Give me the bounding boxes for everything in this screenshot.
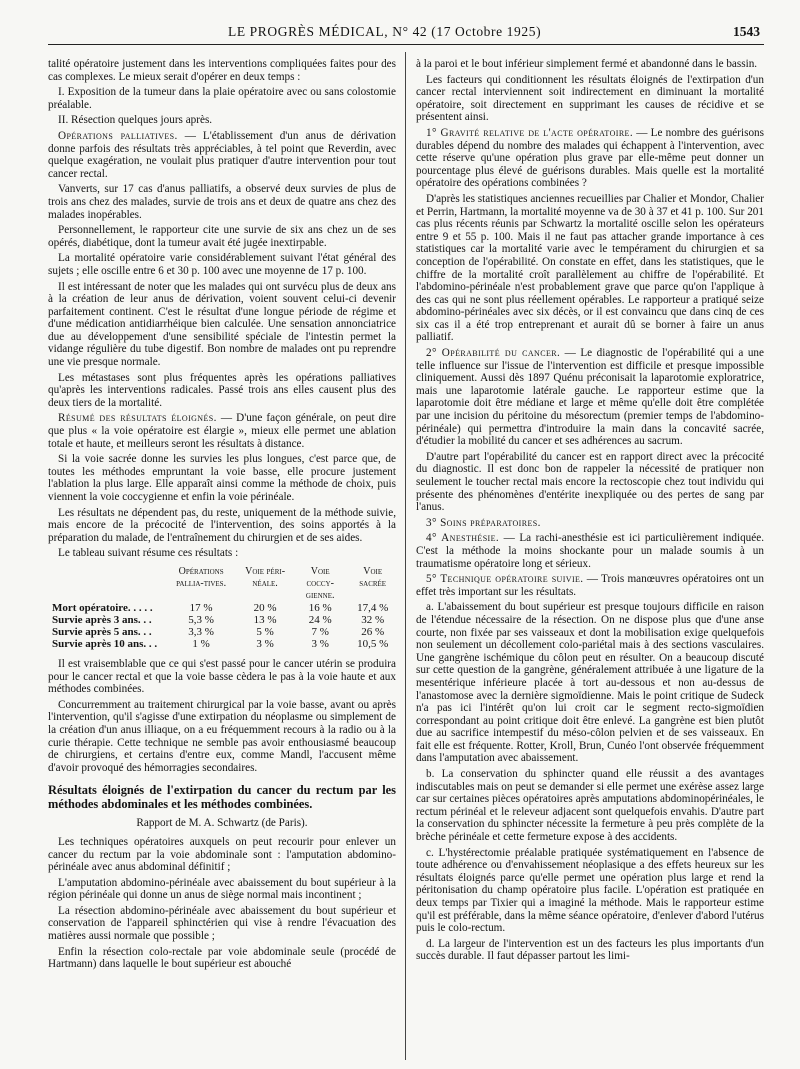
section-text: — D'une façon générale, on peut dire que plus « la voie opératoire est élargie », mieux elle permet une ablation totale et haute, et meilleurs seront les résultats à distance. <box>48 412 396 450</box>
paragraph: D'autre part l'opérabilité du cancer est en rapport direct avec la précocité du diagnostic. Il est donc bon de rappeler la nécessité de pratiquer non seulement le toucher rectal mais encore la rectoscopie chez tout individu qui présente des phénomènes d'entérite inexpliquée ou des pertes de sang par l'anus. <box>416 450 764 514</box>
table-row <box>52 614 396 626</box>
column-header: Voie péri-néale. <box>245 565 286 589</box>
row-label: Survie après 3 ans. . . <box>52 613 152 626</box>
paragraph: d. La largeur de l'intervention est un des facteurs les plus importants d'un succès durable. Il faut dépasser partout les limi- <box>416 937 764 963</box>
table-row <box>52 626 396 638</box>
document-page <box>48 22 764 1062</box>
section-heading: 3° Soins préparatoires. <box>426 516 541 529</box>
paragraph: talité opératoire justement dans les interventions compliquées faites pour des cas complexes. Le mieux serait d'opérer en deux temps : <box>48 58 396 83</box>
paragraph: Personnellement, le rapporteur cite une survie de six ans chez un de ses opérés, diabétique, dont la tumeur avait été jugée inextirpable. <box>48 224 396 249</box>
table-cell: 3 % <box>256 637 274 650</box>
table-cell: 17 % <box>189 601 213 614</box>
row-label: Survie après 10 ans. . . <box>52 637 158 650</box>
table-cell: 5,3 % <box>188 613 214 626</box>
section-heading: 2° Opérabilité du cancer. <box>426 347 561 360</box>
section-paragraph <box>48 130 396 180</box>
paragraph: Les techniques opératoires auxquels on peut recourir pour enlever un cancer du rectum par la voie abdominale sont : l'amputation abdomino-périnéale avec anus abdominal définitif ; <box>48 835 396 874</box>
column-header: Voie sacrée <box>359 565 387 589</box>
table-cell: 3 % <box>311 637 329 650</box>
article-author: Rapport de M. A. Schwartz (de Paris). <box>136 817 308 830</box>
paragraph: Il est vraisemblable que ce qui s'est passé pour le cancer utérin se produira pour le cancer rectal et que la voie basse cèdera le pas à la voie haute et aux méthodes combinées. <box>48 657 396 696</box>
section-heading: Résumé des résultats éloignés. <box>58 412 217 425</box>
section-text: — Le diagnostic de l'opérabilité qui a une telle influence sur l'issue de l'intervention est difficile et presque impossible cliniquement. Aussi dès 1897 Quénu préconisait la laparotomie exploratrice, mais une laparotomie latérale gauche. Le rapporteur estime que la laparotomie doit être médiane et large et même qu'elle doit être complétée par une incision du péritoine du mésorectum (premier temps de l'abdomino-périnéale) qui permettra d'introduire la main dans la concavité sacrée, d'étudier la mobilité du cancer et ses adhérences au sacrum. <box>416 347 764 448</box>
table-row <box>52 602 396 614</box>
section-heading: 5° Technique opératoire suivie. <box>426 573 584 586</box>
right-column <box>416 58 764 966</box>
paragraph: La résection abdomino-périnéale avec abaissement du bout supérieur et conservation de l'appareil sphinctérien qui vise à rendre l'évacuation des matières aussi normale que possible ; <box>48 904 396 943</box>
section-text: — L'établissement d'un anus de dérivation donne parfois des résultats très appréciables, à tel point que Reverdin, avec quelque exagération, ne voulait plus pratiquer d'autre intervention pour tout cancer rectal. <box>48 129 396 180</box>
section-heading: Opérations palliatives. <box>58 129 178 142</box>
paragraph: à la paroi et le bout inférieur simplement fermé et abandonné dans le bassin. <box>416 58 758 70</box>
section-paragraph <box>416 532 764 570</box>
paragraph: Les résultats ne dépendent pas, du reste, uniquement de la méthode suivie, mais encore de la précocité de l'intervention, des soins apportés à la préparation du malade, de l'entraînement du chirurgien et de ses aides. <box>48 506 396 544</box>
table-cell: 1 % <box>192 637 210 650</box>
table-cell: 20 % <box>253 601 277 614</box>
page-number: 1543 <box>733 24 760 39</box>
paragraph: Si la voie sacrée donne les survies les plus longues, c'est parce que, de toutes les méthodes empruntant la voie basse, elle procure justement l'ablation la plus large. Elle apparaît ainsi comme la méthode de choix, puis viennent la voie coccygienne et enfin la voie périnéale. <box>48 453 396 503</box>
paragraph: c. L'hystérectomie préalable pratiquée systématiquement en l'absence de toute adhérence ou d'envahissement néoplasique a des effets heureux sur les résultats éloignés parce qu'elle permet une opération plus large et rend la péritonisation du champ opératoire plus facile. L'opération est pratiquée en deux temps par Tixier qui a imaginé la méthode. Mais le rapporteur estime qu'il est préférable, dans la même séance opératoire, d'enlever d'abord l'utérus puis le colo-rectum. <box>416 846 764 935</box>
section-text: — Trois manœuvres opératoires ont un effet très important sur les résultats. <box>416 573 764 598</box>
section-text: — La rachi-anesthésie est ici particulièrement indiquée. C'est la méthode la moins shockante pour un malade soumis à un traumatisme opératoire long et sérieux. <box>416 532 764 570</box>
results-table <box>52 566 396 650</box>
paragraph: Il est intéressant de noter que les malades qui ont survécu plus de deux ans à la création de leur anus de dérivation, voient souvent celui-ci devenir parfaitement continent. C'est le résultat d'une longue période de régime et d'une médication antidiarrhéique bien calculée. Une sensation annonciatrice due au développement d'une sensibilité spéciale de l'intestin permet la vidange régulière du tube digestif. Bon nombre de malades ont pu reprendre une vie presque normale. <box>48 280 396 369</box>
running-header <box>48 22 764 45</box>
table-cell: 32 % <box>361 613 385 626</box>
paragraph: b. La conservation du sphincter quand elle réussit a des avantages indiscutables mais on peut se demander si elle permet une exérèse assez large car sur certaines pièces opératoires après amputations abdominopérinéales, le rectum périnéal et le releveur adjacent sont quelquefois envahis. D'autre part la conservation du sphincter nécessite la fermeture à peu près complète de la brèche périnéale et cette fermeture expose à des accidents. <box>416 768 764 844</box>
section-paragraph <box>416 347 764 448</box>
column-header: Opérations pallia-tives. <box>176 565 227 589</box>
table-cell: 24 % <box>308 613 332 626</box>
table-cell: 5 % <box>256 625 274 638</box>
table-header-row <box>52 566 396 602</box>
row-label: Survie après 5 ans. . . <box>52 625 152 638</box>
section-paragraph <box>416 573 764 598</box>
paragraph: Les métastases sont plus fréquentes après les opérations palliatives qu'après les interventions radicales. Passé trois ans elles causent plus des deux tiers de la mortalité. <box>48 371 396 409</box>
row-label: Mort opératoire. . . . . <box>52 601 153 614</box>
column-header: Voie coccy-gienne. <box>305 565 335 601</box>
table-row <box>52 638 396 650</box>
paragraph: Enfin la résection colo-rectale par voie abdominale seule (procédé de Hartmann) dans laquelle le bout supérieur est abouché <box>48 945 396 971</box>
section-heading: 4° Anesthésie. <box>426 532 500 545</box>
table-cell: 10,5 % <box>357 637 389 650</box>
column-divider <box>405 52 406 1060</box>
section-paragraph <box>48 412 396 450</box>
section-text: — Le nombre des guérisons durables dépend du nombre des malades qui échappent à l'intervention, avec cette réserve qu'une opération plus grave par elle-même peut donner un pourcentage plus élevé de guérisons durables. Mais quelle est la mortalité opératoire des opérations combinées ? <box>416 126 764 190</box>
paragraph: Vanverts, sur 17 cas d'anus palliatifs, a observé deux survies de plus de trois ans chez des malades, survie de trois ans et deux de quatre ans chez des malades inopérables. <box>48 183 396 221</box>
article-title: Résultats éloignés de l'extirpation du cancer du rectum par les méthodes abdominales et les méthodes combinées. <box>48 783 396 811</box>
table-cell: 16 % <box>308 601 332 614</box>
table-cell: 7 % <box>311 625 329 638</box>
list-item: II. Résection quelques jours après. <box>58 114 213 127</box>
table-cell: 13 % <box>253 613 277 626</box>
journal-title: LE PROGRÈS MÉDICAL, N° 42 (17 Octobre 1925) <box>228 24 542 39</box>
table-intro: Le tableau suivant résume ces résultats : <box>58 547 239 560</box>
section-heading: 1° Gravité relative de l'acte opératoire. <box>426 126 634 139</box>
paragraph: Concurremment au traitement chirurgical par la voie basse, avant ou après l'intervention, qu'il s'agisse d'une extirpation du néoplasme ou simplement de la création d'un anus illiaque, on a eu fréquemment recours à la radio ou à la curie thérapie. Cette technique ne semble pas avoir enthousiasmé beaucoup de chirurgiens, et certains d'entre eux, comme Mandl, l'accusent même d'avoir provoqué des hémorragies secondaires. <box>48 698 396 774</box>
section-paragraph <box>416 127 764 190</box>
paragraph: D'après les statistiques anciennes recueillies par Chalier et Mondor, Chalier et Perrin, Hartmann, la mortalité moyenne va de 30 à 37 et 41 p. 100. Sur 201 cas plus récents réunis par Schwartz la mortalité oscille selon les opérateurs entre 9 et 55 p. 100. Mais il ne faut pas attacher grande importance à ces statistiques car la mortalité varie avec le tempérament du chirurgien et sa conception de l'opérabilité. On constate en effet, dans les statistiques, que le chiffre de la mortalité croît parallèlement au chiffre de l'opérabilité. Et l'abdomino-périnéale n'est probablement grave que parce qu'on l'applique à des cas qui ne sont plus réellement opérables. Le rapporteur a pratiqué seize abdomino-périnéales avec six décès, or il est convaincu que dans cinq de ces six cas il a été trop entreprenant et aurait dû se borner à faire un anus palliatif. <box>416 192 764 344</box>
table-cell: 3,3 % <box>188 625 214 638</box>
list-item: I. Exposition de la tumeur dans la plaie opératoire avec ou sans colostomie préalable. <box>48 86 396 111</box>
left-column <box>48 58 396 974</box>
paragraph: La mortalité opératoire varie considérablement suivant l'état général des sujets ; elle oscille entre 6 et 30 p. 100 avec une moyenne de 17 p. 100. <box>48 252 396 277</box>
paragraph: a. L'abaissement du bout supérieur est presque toujours difficile en raison de l'étendue nécessaire de la résection. On ne dispose plus que d'une anse courte, non fixée par ses vaisseaux et dont la mobilisation exige quelquefois non seulement un décollement colo-pariétal mais à des sections vasculaires. Une gangrène ischémique du côlon peut en résulter. On a beaucoup discuté sur cette question de la gangrène, généralement attribuée à une ligature de la mesentérique inférieure placée à tort au-dessous et non au-dessus de l'anastomose avec la dernière sigmoïdienne. Mais le point critique de Sudeck n'a pas ici l'intérêt qu'on lui croit car le segment recto-sigmoïdien correspondant au point critique doit être enlevé. La gangrène est bien plutôt due au sacrifice intempestif du méso-côlon pelvien et de ses vaisseaux. En fait elle est fréquente. Rotter, Kroll, Brun, Cunéo l'ont observée fréquemment dans l'amputation avec abaissement. <box>416 601 764 765</box>
table-cell: 17,4 % <box>357 601 389 614</box>
paragraph: Les facteurs qui conditionnent les résultats éloignés de l'extirpation d'un cancer rectal interviennent soit indirectement en diminuant la mortalité opératoire, soit directement en supprimant les causes de récidive et se présentent ainsi. <box>416 73 764 124</box>
paragraph: L'amputation abdomino-périnéale avec abaissement du bout supérieur à la région périnéale qui donne un anus de siège normal mais incontinent ; <box>48 876 396 902</box>
table-cell: 26 % <box>361 625 385 638</box>
